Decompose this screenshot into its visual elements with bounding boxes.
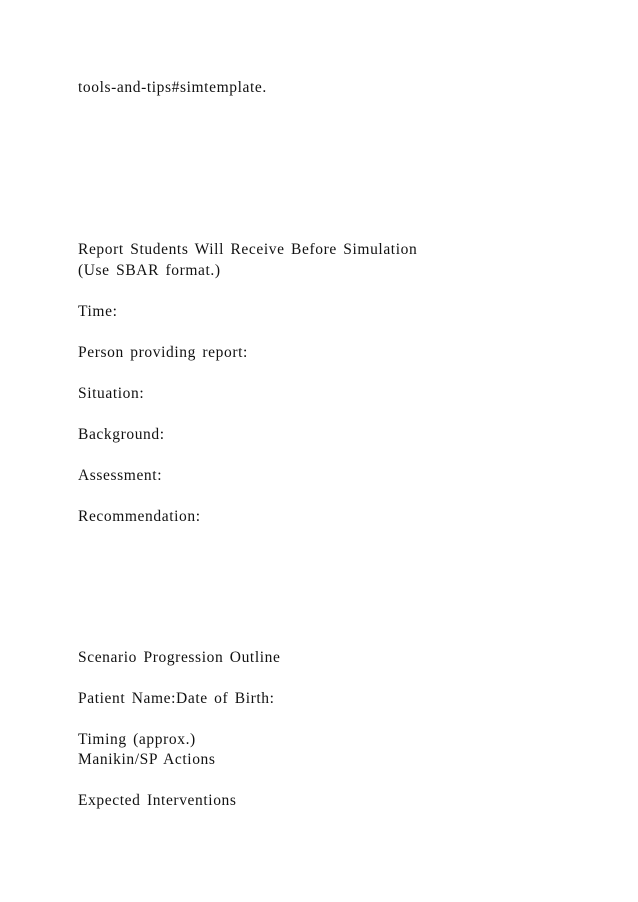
- manikin-sp-actions-label: Manikin/SP Actions: [78, 751, 216, 768]
- expected-interventions-label: Expected Interventions: [78, 792, 237, 809]
- scenario-heading: Scenario Progression Outline: [78, 649, 281, 666]
- field-time: Time:: [78, 303, 118, 320]
- report-heading: Report Students Will Receive Before Simulation: [78, 241, 418, 258]
- field-recommendation: Recommendation:: [78, 508, 201, 525]
- url-fragment-text: tools-and-tips#simtemplate.: [78, 79, 267, 96]
- field-assessment: Assessment:: [78, 467, 163, 484]
- field-person-providing-report: Person providing report:: [78, 344, 248, 361]
- field-situation: Situation:: [78, 385, 145, 402]
- field-background: Background:: [78, 426, 165, 443]
- sbar-format-note: (Use SBAR format.): [78, 262, 221, 279]
- timing-label: Timing (approx.): [78, 731, 196, 748]
- patient-name-dob-line: Patient Name:Date of Birth:: [78, 690, 275, 707]
